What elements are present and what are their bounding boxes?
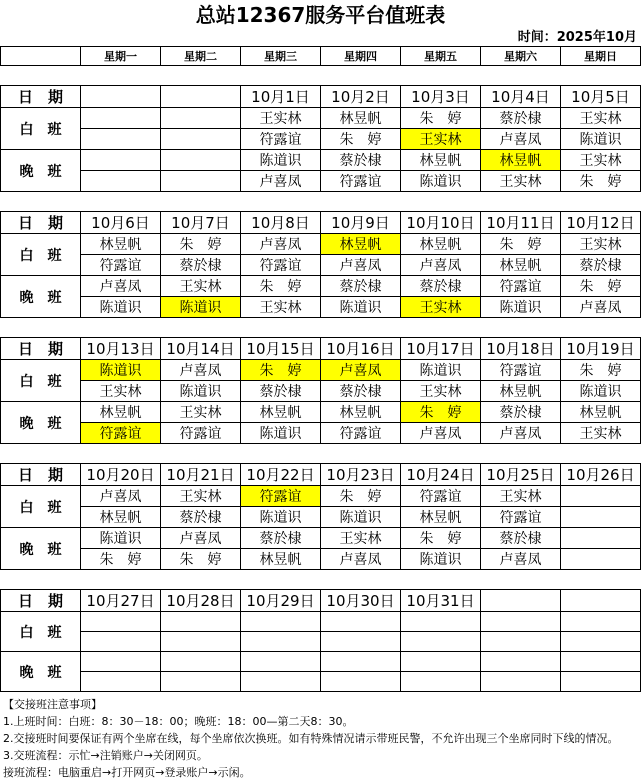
date-cell: 10月12日 xyxy=(561,212,641,234)
staff-name-cell: 陈道识 xyxy=(321,507,401,528)
week-spacer xyxy=(1,66,641,86)
day-shift-row xyxy=(1,234,641,255)
staff-name-cell xyxy=(161,129,241,150)
staff-name-cell: 陈道识 xyxy=(401,549,481,570)
staff-name-cell xyxy=(81,108,161,129)
staff-name-cell: 蔡於棣 xyxy=(401,276,481,297)
date-label: 日 期 xyxy=(1,590,81,612)
date-cell xyxy=(81,86,161,108)
staff-name-cell xyxy=(561,672,641,692)
staff-name-cell: 林昱帆 xyxy=(401,234,481,255)
staff-name-cell: 王实林 xyxy=(561,234,641,255)
staff-name-cell: 朱 婷 xyxy=(481,234,561,255)
staff-name-cell xyxy=(81,672,161,692)
staff-name-cell xyxy=(561,612,641,632)
week-spacer xyxy=(1,444,641,464)
staff-name-cell: 陈道识 xyxy=(321,297,401,318)
staff-name-cell: 朱 婷 xyxy=(401,108,481,129)
staff-name-cell xyxy=(561,528,641,549)
date-cell: 10月20日 xyxy=(81,464,161,486)
staff-name-cell: 陈道识 xyxy=(401,360,481,381)
staff-name-cell xyxy=(241,672,321,692)
staff-name-cell: 林昱帆 xyxy=(481,381,561,402)
staff-name-cell: 卢喜凤 xyxy=(481,129,561,150)
staff-name-cell: 卢喜凤 xyxy=(481,423,561,444)
date-cell: 10月9日 xyxy=(321,212,401,234)
staff-name-cell: 卢喜凤 xyxy=(321,360,401,381)
day-shift-row xyxy=(1,486,641,507)
staff-name-cell: 林昱帆 xyxy=(241,549,321,570)
staff-name-cell: 蔡於棣 xyxy=(241,528,321,549)
staff-name-cell: 林昱帆 xyxy=(401,507,481,528)
staff-name-cell xyxy=(561,632,641,652)
notes-line: 1.上班时间：白班：8：30－18：00；晚班：18：00—第二天8：30。 xyxy=(3,715,354,728)
date-label: 日 期 xyxy=(1,86,81,108)
night-shift-row xyxy=(1,423,641,444)
date-cell xyxy=(161,86,241,108)
date-row xyxy=(1,86,641,108)
notes-line: 2.交接班时间要保证有两个坐席在线，每个坐席依次换班。如有特殊情况请示带班民警，不允许出现三个坐席同时下线的情况。 xyxy=(3,732,619,745)
staff-name-cell: 陈道识 xyxy=(401,171,481,192)
spacer-cell xyxy=(1,570,641,590)
weekday-header: 星期四 xyxy=(321,47,401,66)
date-cell: 10月26日 xyxy=(561,464,641,486)
staff-name-cell: 王实林 xyxy=(321,528,401,549)
date-cell: 10月30日 xyxy=(321,590,401,612)
date-cell: 10月13日 xyxy=(81,338,161,360)
staff-name-cell xyxy=(321,672,401,692)
page-title: 总站12367服务平台值班表 xyxy=(195,3,446,27)
day-shift-label: 白 班 xyxy=(1,486,81,528)
staff-name-cell xyxy=(81,150,161,171)
night-shift-label: 晚 班 xyxy=(1,402,81,444)
date-row xyxy=(1,338,641,360)
staff-name-cell xyxy=(481,632,561,652)
date-label: 日 期 xyxy=(1,338,81,360)
staff-name-cell xyxy=(561,486,641,507)
night-shift-row xyxy=(1,402,641,423)
staff-name-cell: 朱 婷 xyxy=(561,360,641,381)
date-cell: 10月7日 xyxy=(161,212,241,234)
staff-name-cell: 符露谊 xyxy=(241,129,321,150)
staff-name-cell: 卢喜凤 xyxy=(81,486,161,507)
staff-name-cell xyxy=(81,632,161,652)
weekday-header-row xyxy=(1,47,641,66)
staff-name-cell: 陈道识 xyxy=(81,528,161,549)
date-cell: 10月5日 xyxy=(561,86,641,108)
notes-line: 接班流程：电脑重启→打开网页→登录账户→示闲。 xyxy=(3,766,251,779)
staff-name-cell: 蔡於棣 xyxy=(481,108,561,129)
week-spacer xyxy=(1,570,641,590)
spacer-cell xyxy=(1,444,641,464)
staff-name-cell: 符露谊 xyxy=(81,255,161,276)
staff-name-cell: 王实林 xyxy=(161,402,241,423)
week-spacer xyxy=(1,192,641,212)
staff-name-cell xyxy=(401,672,481,692)
staff-name-cell: 符露谊 xyxy=(241,486,321,507)
staff-name-cell: 林昱帆 xyxy=(321,234,401,255)
date-cell xyxy=(481,590,561,612)
staff-name-cell: 朱 婷 xyxy=(81,549,161,570)
date-cell: 10月14日 xyxy=(161,338,241,360)
night-shift-row xyxy=(1,171,641,192)
staff-name-cell: 王实林 xyxy=(401,381,481,402)
staff-name-cell: 林昱帆 xyxy=(401,150,481,171)
night-shift-label: 晚 班 xyxy=(1,150,81,192)
date-label: 日 期 xyxy=(1,464,81,486)
weekday-header: 星期三 xyxy=(241,47,321,66)
staff-name-cell: 卢喜凤 xyxy=(241,171,321,192)
staff-name-cell: 朱 婷 xyxy=(161,549,241,570)
staff-name-cell: 陈道识 xyxy=(81,360,161,381)
staff-name-cell: 林昱帆 xyxy=(321,108,401,129)
day-shift-row xyxy=(1,255,641,276)
night-shift-row xyxy=(1,297,641,318)
notes-line: 3.交班流程：示忙→注销账户→关闭网页。 xyxy=(3,749,208,762)
day-shift-label: 白 班 xyxy=(1,360,81,402)
staff-name-cell: 卢喜凤 xyxy=(401,423,481,444)
date-cell: 10月1日 xyxy=(241,86,321,108)
staff-name-cell: 林昱帆 xyxy=(481,150,561,171)
staff-name-cell xyxy=(401,612,481,632)
date-label: 日 期 xyxy=(1,212,81,234)
staff-name-cell: 王实林 xyxy=(401,129,481,150)
staff-name-cell xyxy=(321,632,401,652)
spacer-cell xyxy=(1,318,641,338)
staff-name-cell xyxy=(161,652,241,672)
staff-name-cell xyxy=(321,652,401,672)
staff-name-cell: 林昱帆 xyxy=(81,402,161,423)
day-shift-row xyxy=(1,612,641,632)
date-row xyxy=(1,212,641,234)
staff-name-cell: 朱 婷 xyxy=(161,234,241,255)
night-shift-label: 晚 班 xyxy=(1,276,81,318)
staff-name-cell: 朱 婷 xyxy=(561,276,641,297)
staff-name-cell: 王实林 xyxy=(161,276,241,297)
night-shift-row xyxy=(1,528,641,549)
staff-name-cell xyxy=(561,507,641,528)
staff-name-cell xyxy=(401,652,481,672)
staff-name-cell: 陈道识 xyxy=(241,507,321,528)
staff-name-cell: 陈道识 xyxy=(241,423,321,444)
staff-name-cell: 卢喜凤 xyxy=(161,528,241,549)
date-cell: 10月17日 xyxy=(401,338,481,360)
staff-name-cell xyxy=(481,612,561,632)
staff-name-cell xyxy=(161,612,241,632)
staff-name-cell: 蔡於棣 xyxy=(321,150,401,171)
staff-name-cell: 王实林 xyxy=(481,486,561,507)
month-label: 时间：2025年10月 xyxy=(517,30,637,45)
staff-name-cell xyxy=(561,549,641,570)
staff-name-cell: 朱 婷 xyxy=(401,528,481,549)
staff-name-cell xyxy=(81,129,161,150)
staff-name-cell: 王实林 xyxy=(481,171,561,192)
staff-name-cell xyxy=(81,612,161,632)
date-cell: 10月23日 xyxy=(321,464,401,486)
staff-name-cell: 卢喜凤 xyxy=(561,297,641,318)
night-shift-label: 晚 班 xyxy=(1,528,81,570)
date-cell: 10月19日 xyxy=(561,338,641,360)
day-shift-row xyxy=(1,632,641,652)
staff-name-cell xyxy=(161,171,241,192)
weekday-header: 星期五 xyxy=(401,47,481,66)
date-cell: 10月3日 xyxy=(401,86,481,108)
staff-name-cell: 卢喜凤 xyxy=(321,255,401,276)
staff-name-cell: 符露谊 xyxy=(241,255,321,276)
staff-name-cell: 符露谊 xyxy=(481,507,561,528)
staff-name-cell: 林昱帆 xyxy=(241,402,321,423)
date-cell: 10月16日 xyxy=(321,338,401,360)
night-shift-row xyxy=(1,672,641,692)
date-cell: 10月21日 xyxy=(161,464,241,486)
staff-name-cell: 朱 婷 xyxy=(561,171,641,192)
night-shift-row xyxy=(1,276,641,297)
staff-name-cell: 蔡於棣 xyxy=(481,402,561,423)
staff-name-cell: 陈道识 xyxy=(161,297,241,318)
staff-name-cell: 卢喜凤 xyxy=(241,234,321,255)
staff-name-cell: 陈道识 xyxy=(561,381,641,402)
weekday-header: 星期二 xyxy=(161,47,241,66)
staff-name-cell: 卢喜凤 xyxy=(321,549,401,570)
date-cell: 10月11日 xyxy=(481,212,561,234)
day-shift-label: 白 班 xyxy=(1,612,81,652)
notes-heading: 【交接班注意事项】 xyxy=(3,698,102,711)
staff-name-cell: 王实林 xyxy=(161,486,241,507)
staff-name-cell: 陈道识 xyxy=(481,297,561,318)
day-shift-label: 白 班 xyxy=(1,108,81,150)
staff-name-cell xyxy=(481,652,561,672)
date-row xyxy=(1,464,641,486)
date-cell: 10月2日 xyxy=(321,86,401,108)
date-cell: 10月15日 xyxy=(241,338,321,360)
date-cell: 10月4日 xyxy=(481,86,561,108)
staff-name-cell: 蔡於棣 xyxy=(161,507,241,528)
staff-name-cell: 林昱帆 xyxy=(561,402,641,423)
staff-name-cell: 蔡於棣 xyxy=(321,381,401,402)
staff-name-cell: 朱 婷 xyxy=(241,360,321,381)
staff-name-cell: 符露谊 xyxy=(481,276,561,297)
staff-name-cell: 林昱帆 xyxy=(81,234,161,255)
staff-name-cell xyxy=(241,612,321,632)
night-shift-row xyxy=(1,652,641,672)
duty-roster-table xyxy=(0,46,641,692)
weekday-header: 星期一 xyxy=(81,47,161,66)
date-cell: 10月25日 xyxy=(481,464,561,486)
staff-name-cell: 符露谊 xyxy=(321,423,401,444)
staff-name-cell xyxy=(401,632,481,652)
staff-name-cell: 朱 婷 xyxy=(321,129,401,150)
handover-notes xyxy=(0,696,639,781)
staff-name-cell: 卢喜凤 xyxy=(81,276,161,297)
staff-name-cell xyxy=(81,171,161,192)
day-shift-row xyxy=(1,360,641,381)
staff-name-cell: 符露谊 xyxy=(81,423,161,444)
staff-name-cell xyxy=(241,632,321,652)
staff-name-cell: 王实林 xyxy=(561,108,641,129)
staff-name-cell: 林昱帆 xyxy=(321,402,401,423)
weekday-header: 星期日 xyxy=(561,47,641,66)
night-shift-row xyxy=(1,150,641,171)
header-corner xyxy=(1,47,81,66)
staff-name-cell: 蔡於棣 xyxy=(241,381,321,402)
week-spacer xyxy=(1,318,641,338)
staff-name-cell: 卢喜凤 xyxy=(161,360,241,381)
date-cell: 10月28日 xyxy=(161,590,241,612)
staff-name-cell xyxy=(481,672,561,692)
date-cell: 10月24日 xyxy=(401,464,481,486)
date-cell xyxy=(561,590,641,612)
staff-name-cell: 林昱帆 xyxy=(81,507,161,528)
spacer-cell xyxy=(1,66,641,86)
day-shift-row xyxy=(1,108,641,129)
staff-name-cell: 蔡於棣 xyxy=(561,255,641,276)
date-cell: 10月31日 xyxy=(401,590,481,612)
staff-name-cell xyxy=(161,108,241,129)
staff-name-cell: 符露谊 xyxy=(481,360,561,381)
night-shift-row xyxy=(1,549,641,570)
night-shift-label: 晚 班 xyxy=(1,652,81,692)
staff-name-cell: 卢喜凤 xyxy=(401,255,481,276)
staff-name-cell xyxy=(561,652,641,672)
staff-name-cell xyxy=(161,672,241,692)
staff-name-cell: 符露谊 xyxy=(321,171,401,192)
staff-name-cell: 王实林 xyxy=(401,297,481,318)
weekday-header: 星期六 xyxy=(481,47,561,66)
date-cell: 10月18日 xyxy=(481,338,561,360)
staff-name-cell: 王实林 xyxy=(241,108,321,129)
staff-name-cell xyxy=(321,612,401,632)
staff-name-cell: 王实林 xyxy=(81,381,161,402)
spacer-cell xyxy=(1,192,641,212)
day-shift-row xyxy=(1,381,641,402)
staff-name-cell: 蔡於棣 xyxy=(321,276,401,297)
staff-name-cell: 王实林 xyxy=(241,297,321,318)
staff-name-cell: 林昱帆 xyxy=(481,255,561,276)
staff-name-cell: 陈道识 xyxy=(81,297,161,318)
staff-name-cell xyxy=(241,652,321,672)
date-cell: 10月29日 xyxy=(241,590,321,612)
staff-name-cell: 符露谊 xyxy=(401,486,481,507)
date-cell: 10月8日 xyxy=(241,212,321,234)
staff-name-cell: 卢喜凤 xyxy=(481,549,561,570)
staff-name-cell: 王实林 xyxy=(561,423,641,444)
day-shift-row xyxy=(1,129,641,150)
date-row xyxy=(1,590,641,612)
staff-name-cell: 陈道识 xyxy=(241,150,321,171)
date-cell: 10月10日 xyxy=(401,212,481,234)
day-shift-row xyxy=(1,507,641,528)
staff-name-cell xyxy=(161,150,241,171)
staff-name-cell: 陈道识 xyxy=(561,129,641,150)
staff-name-cell: 蔡於棣 xyxy=(161,255,241,276)
staff-name-cell: 朱 婷 xyxy=(401,402,481,423)
staff-name-cell: 陈道识 xyxy=(161,381,241,402)
date-cell: 10月22日 xyxy=(241,464,321,486)
staff-name-cell xyxy=(161,632,241,652)
staff-name-cell: 王实林 xyxy=(561,150,641,171)
staff-name-cell: 符露谊 xyxy=(161,423,241,444)
staff-name-cell: 蔡於棣 xyxy=(481,528,561,549)
staff-name-cell: 朱 婷 xyxy=(321,486,401,507)
date-cell: 10月27日 xyxy=(81,590,161,612)
date-cell: 10月6日 xyxy=(81,212,161,234)
staff-name-cell: 朱 婷 xyxy=(241,276,321,297)
day-shift-label: 白 班 xyxy=(1,234,81,276)
staff-name-cell xyxy=(81,652,161,672)
